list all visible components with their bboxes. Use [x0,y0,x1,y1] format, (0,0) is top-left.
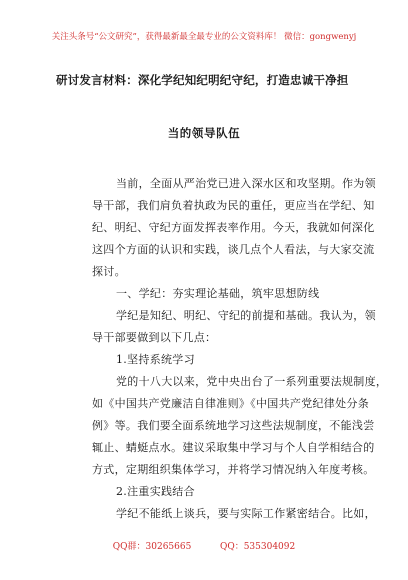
body-line: 导干部要做到以下几点： [92,331,217,344]
body-line: 这四个方面的认识和实践，谈几点个人看法，与大家交流 [92,243,375,256]
footer-contact: QQ群：30265665 QQ：535304092 [112,542,296,552]
subsection-heading: 2.注重实践结合 [116,485,195,498]
body-line: 例》等。我们要全面系统地学习这些法规制度，不能浅尝 [92,419,375,432]
body-line: 如《中国共产党廉洁自律准则》《中国共产党纪律处分条 [92,397,369,410]
body-line: 导干部，我们肩负着执政为民的重任，更应当在学纪、知 [92,199,375,212]
document-title-line-1: 研讨发言材料：深化学纪知纪明纪守纪，打造忠诚干净担 [56,73,349,87]
subsection-heading: 1.坚持系统学习 [116,353,195,366]
section-heading: 一、学纪：夯实理论基础，筑牢思想防线 [116,287,320,300]
body-line: 学纪不能纸上谈兵，要与实际工作紧密结合。比如， [116,507,376,520]
body-line: 方式，定期组织集体学习，并将学习情况纳入年度考核。 [92,463,375,476]
body-line: 探讨。 [92,265,126,278]
body-line: 党的十八大以来，党中央出台了一系列重要法规制度， [116,375,388,388]
body-line: 学纪是知纪、明纪、守纪的前提和基础。我认为，领 [116,309,376,322]
body-line: 辄止、蜻蜓点水。建议采取集中学习与个人自学相结合的 [92,441,375,454]
body-line: 纪、明纪、守纪方面发挥表率作用。今天，我就如何深化 [92,221,375,234]
body-line: 当前，全面从严治党已进入深水区和攻坚期。作为领 [116,177,376,190]
header-notice: 关注头条号“公文研究”，获得最新最全最专业的公文资料库！ 微信：gongwenyj [51,32,357,42]
document-title-line-2: 当的领导队伍 [167,126,241,140]
